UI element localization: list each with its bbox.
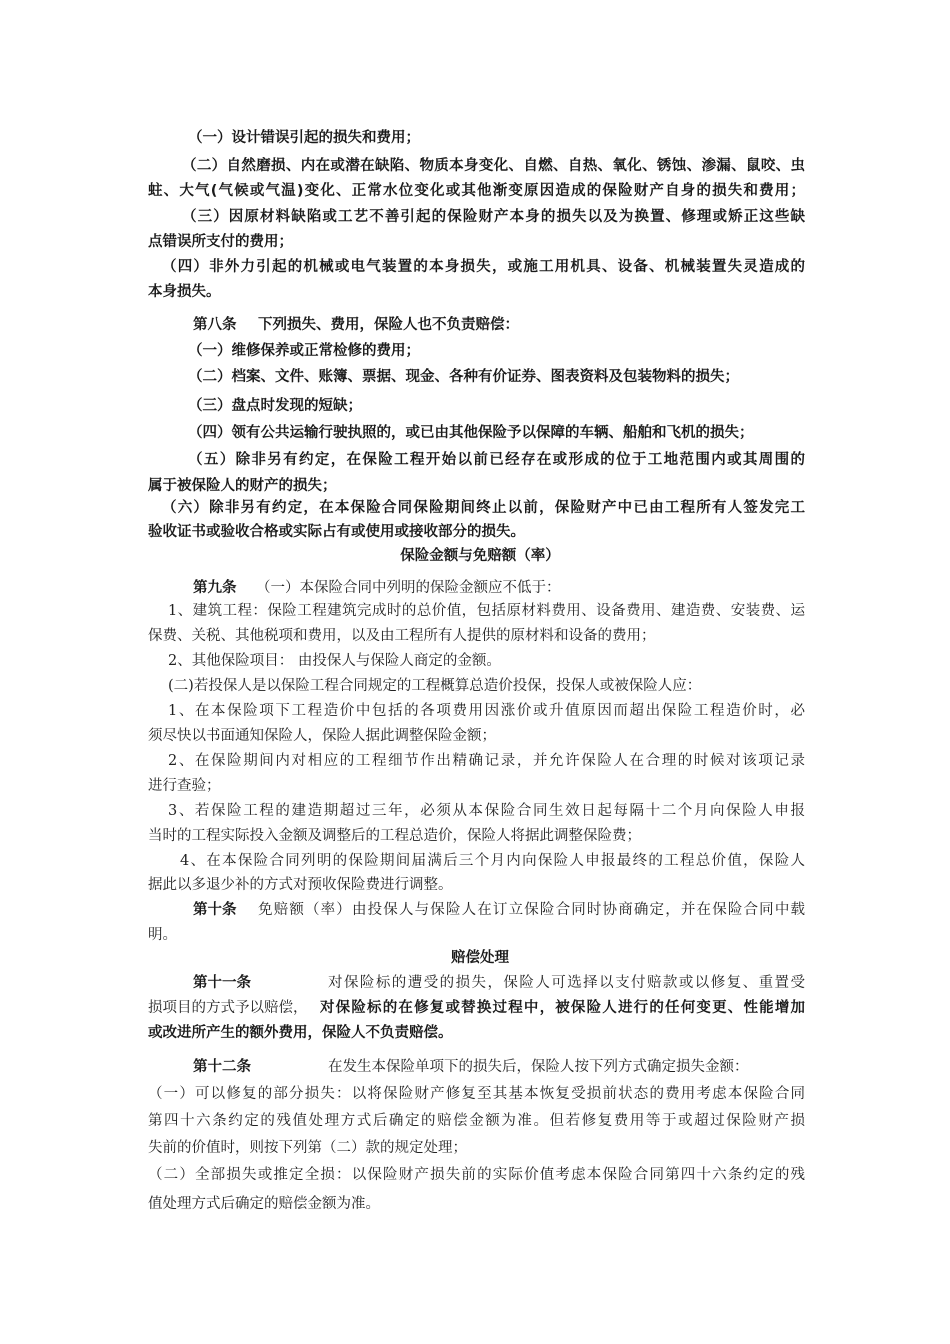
section-title: 赔偿处理: [451, 950, 509, 966]
text-line: （五）除非另有约定，在保险工程开始以前已经存在或形成的位于工地范围内或其周围的: [188, 452, 805, 468]
text-line: （四）领有公共运输行驶执照的，或已由其他保险予以保障的车辆、船舶和飞机的损失；: [188, 425, 754, 441]
text-line: （三）盘点时发现的短缺；: [188, 398, 362, 414]
text-line: 4、在本保险合同列明的保险期间届满后三个月内向保险人申报最终的工程总价值，保险人: [180, 853, 805, 869]
text-line: 2、在保险期间内对相应的工程细节作出精确记录，并允许保险人在合理的时候对该项记录: [168, 753, 805, 769]
text-line: （二）档案、文件、账簿、票据、现金、各种有价证券、图表资料及包装物料的损失；: [188, 369, 739, 385]
text-line: 失前的价值时，则按下列第（二）款的规定处理；: [148, 1140, 467, 1156]
text-line: 保费、关税、其他税项和费用，以及由工程所有人提供的原材料和设备的费用；: [148, 628, 656, 644]
article-heading: 第九条: [193, 580, 237, 596]
text-line: （二）自然磨损、内在或潜在缺陷、物质本身变化、自燃、自热、氧化、锈蚀、渗漏、鼠咬、虫: [182, 158, 805, 174]
text-line: 对保险标的在修复或替换过程中，被保险人进行的任何变更、性能增加: [320, 1000, 805, 1016]
text-line: 在发生本保险单项下的损失后，保险人按下列方式确定损失金额：: [328, 1059, 749, 1075]
text-line: （一）维修保养或正常检修的费用；: [188, 343, 420, 359]
text-line: 免赔额（率）由投保人与保险人在订立保险合同时协商确定，并在保险合同中载: [258, 902, 805, 918]
text-line: 2、其他保险项目： 由投保人与保险人商定的金额。: [168, 653, 501, 669]
text-line: 下列损失、费用，保险人也不负责赔偿：: [258, 317, 519, 333]
text-line: 进行查验；: [148, 778, 221, 794]
text-line: （四）非外力引起的机械或电气装置的本身损失，或施工用机具、设备、机械装置失灵造成的: [162, 259, 805, 275]
text-line: 点错误所支付的费用；: [148, 234, 293, 250]
text-line: 对保险标的遭受的损失，保险人可选择以支付赔款或以修复、重置受: [328, 975, 805, 991]
text-line: 属于被保险人的财产的损失；: [148, 478, 337, 494]
text-line: 明。: [148, 927, 177, 943]
text-line: （二）全部损失或推定全损：以保险财产损失前的实际价值考虑本保险合同第四十六条约定的残: [148, 1167, 805, 1183]
text-line: 蛀、大气(气候或气温)变化、正常水位变化或其他渐变原因造成的保险财产自身的损失和费用；: [148, 183, 805, 199]
text-line: （三）因原材料缺陷或工艺不善引起的保险财产本身的损失以及为换置、修理或矫正这些缺: [182, 209, 805, 225]
text-line: 须尽快以书面通知保险人，保险人据此调整保险金额；: [148, 728, 496, 744]
article-heading: 第十条: [193, 902, 237, 918]
article-heading: 第八条: [193, 317, 237, 333]
text-line: 或改进所产生的额外费用，保险人不负责赔偿。: [148, 1025, 453, 1041]
text-line: 1、在本保险项下工程造价中包括的各项费用因涨价或升值原因而超出保险工程造价时，必: [168, 703, 805, 719]
article-heading: 第十一条: [193, 975, 251, 991]
text-line: （六）除非另有约定，在本保险合同保险期间终止以前，保险财产中已由工程所有人签发完工: [162, 500, 805, 516]
text-line: （一）可以修复的部分损失：以将保险财产修复至其基本恢复受损前状态的费用考虑本保险合同: [148, 1086, 805, 1102]
text-line: 验收证书或验收合格或实际占有或使用或接收部分的损失。: [148, 524, 525, 540]
text-line: (二)若投保人是以保险工程合同规定的工程概算总造价投保，投保人或被保险人应：: [168, 678, 702, 694]
text-line: （一）设计错误引起的损失和费用；: [188, 130, 420, 146]
text-line: （一）本保险合同中列明的保险金额应不低于：: [256, 580, 561, 596]
text-line: 3、若保险工程的建造期超过三年，必须从本保险合同生效日起每隔十二个月向保险人申报: [168, 803, 805, 819]
article-heading: 第十二条: [193, 1059, 251, 1075]
text-line: 损项目的方式予以赔偿，: [148, 1000, 308, 1016]
text-line: 本身损失。: [148, 284, 221, 300]
section-title: 保险金额与免赔额（率）: [400, 548, 560, 564]
text-line: 值处理方式后确定的赔偿金额为准。: [148, 1196, 380, 1212]
text-line: 当时的工程实际投入金额及调整后的工程总造价，保险人将据此调整保险费；: [148, 828, 641, 844]
text-line: 1、建筑工程：保险工程建筑完成时的总价值，包括原材料费用、设备费用、建造费、安装费、运: [168, 603, 805, 619]
text-line: 据此以多退少补的方式对预收保险费进行调整。: [148, 877, 453, 893]
text-line: 第四十六条约定的残值处理方式后确定的赔偿金额为准。但若修复费用等于或超过保险财产损: [148, 1113, 805, 1129]
